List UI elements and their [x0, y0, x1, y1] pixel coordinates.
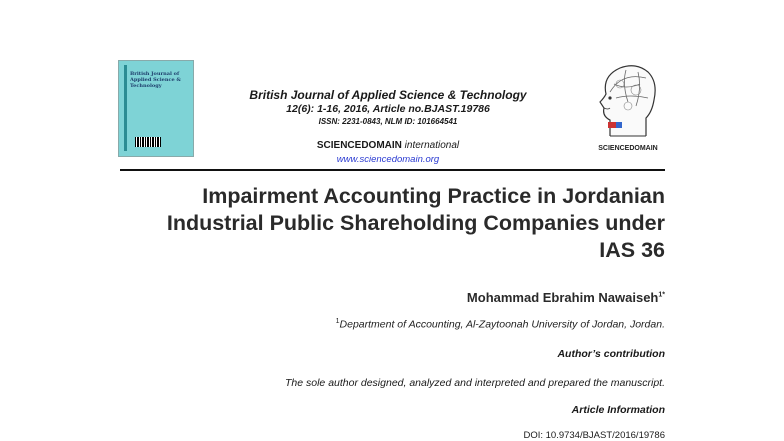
paper-title-line-3: IAS 36 [599, 238, 665, 262]
journal-issn: ISSN: 2231-0843, NLM ID: 101664541 [318, 117, 458, 126]
paper-title-line-1: Impairment Accounting Practice in Jordanian [202, 184, 665, 208]
paper-title [105, 183, 665, 264]
affiliation-text: Department of Accounting, Al-Zaytoonah University of Jordan, Jordan. [339, 318, 665, 331]
author-affiliation [336, 318, 665, 331]
affiliation-superscript: 1 [335, 318, 340, 325]
header-divider [120, 169, 665, 171]
author-name-text: Mohammad Ebrahim Nawaiseh [466, 290, 659, 305]
paper-title-line-2: Industrial Public Shareholding Companies under [166, 211, 665, 235]
contribution-text: The sole author designed, analyzed and interpreted and prepared the manuscript. [285, 377, 665, 389]
contribution-heading: Author’s contribution [557, 348, 665, 360]
publisher-suffix: international [404, 140, 460, 151]
article-information-heading: Article Information [571, 404, 665, 416]
author-superscript: 1* [658, 291, 665, 299]
publisher-url-link[interactable]: www.sciencedomain.org [336, 154, 440, 165]
journal-title: British Journal of Applied Science & Technology [249, 88, 527, 102]
author-name [467, 290, 665, 305]
doi-text: DOI: 10.9734/BJAST/2016/19786 [523, 430, 665, 441]
publisher-label: SCIENCEDOMAIN [316, 140, 402, 151]
journal-issue: 12(6): 1-16, 2016, Article no.BJAST.19786 [286, 103, 490, 115]
sciencedomain-logo-icon [596, 62, 660, 146]
cover-title: British Journal of Applied Science & Technology [130, 71, 181, 89]
logo-label: SCIENCEDOMAIN [598, 145, 658, 152]
